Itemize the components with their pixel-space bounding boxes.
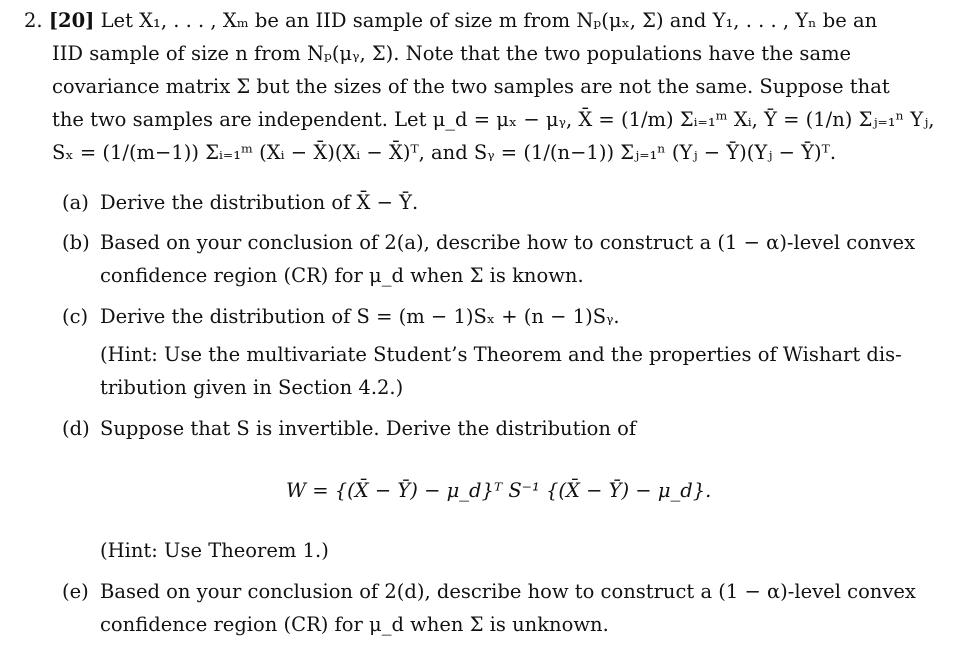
part-b bbox=[62, 226, 916, 292]
part-hint-continued: tribution given in Section 4.2.) bbox=[100, 376, 404, 399]
part-text: Based on your conclusion of 2(d), describe how to construct a (1 − α)-level convex bbox=[100, 580, 916, 603]
part-text: confidence region (CR) for μ_d when Σ is known. bbox=[100, 264, 584, 287]
part-label: (a) bbox=[62, 191, 89, 214]
part-hint: (Hint: Use Theorem 1.) bbox=[100, 539, 329, 562]
part-text: Suppose that S is invertible. Derive the distribution of bbox=[100, 417, 637, 440]
problem-line-2: IID sample of size n from Nₚ(μᵧ, Σ). Note that the two populations have the same bbox=[52, 42, 852, 65]
problem-text-line: Let X₁, . . . , Xₘ be an IID sample of size m from Nₚ(μₓ, Σ) and Y₁, . . . , Yₙ be an bbox=[100, 9, 878, 32]
part-text: confidence region (CR) for μ_d when Σ is unknown. bbox=[100, 613, 609, 636]
display-equation-w: W = {(X̄ − Ȳ) − μ_d}ᵀ S⁻¹ {(X̄ − Ȳ) − μ_d}. bbox=[286, 479, 712, 502]
problem-points: [20] bbox=[48, 9, 95, 32]
part-label: (d) bbox=[62, 417, 90, 440]
problem-statement bbox=[24, 4, 935, 169]
part-label: (e) bbox=[62, 580, 89, 603]
part-e bbox=[62, 575, 916, 641]
part-hint: (Hint: Use the multivariate Student’s Theorem and the properties of Wishart dis- bbox=[100, 343, 902, 366]
part-text: Based on your conclusion of 2(a), describe how to construct a (1 − α)-level convex bbox=[100, 231, 916, 254]
problem-number: 2. bbox=[24, 9, 43, 32]
part-a bbox=[62, 186, 902, 219]
part-c bbox=[62, 300, 902, 404]
problem-line-5: Sₓ = (1/(m−1)) Σᵢ₌₁ᵐ (Xᵢ − X̄)(Xᵢ − X̄)ᵀ, and Sᵧ = (1/(n−1)) Σⱼ₌₁ⁿ (Yⱼ − Ȳ)(Yⱼ − Ȳ)ᵀ. bbox=[52, 141, 837, 164]
part-text: Derive the distribution of X̄ − Ȳ. bbox=[100, 191, 419, 214]
part-label: (b) bbox=[62, 231, 90, 254]
problem-line-1 bbox=[24, 4, 884, 37]
problem-line-3: covariance matrix Σ but the sizes of the two samples are not the same. Suppose that bbox=[52, 75, 890, 98]
part-d bbox=[62, 412, 902, 445]
part-text: Derive the distribution of S = (m − 1)Sₓ + (n − 1)Sᵧ. bbox=[100, 305, 620, 328]
part-d-hint bbox=[62, 534, 902, 567]
problem-line-4: the two samples are independent. Let μ_d = μₓ − μᵧ, X̄ = (1/m) Σᵢ₌₁ᵐ Xᵢ, Ȳ = (1/n) Σⱼ₌₁ⁿ Yⱼ, bbox=[52, 108, 935, 131]
part-label: (c) bbox=[62, 305, 89, 328]
